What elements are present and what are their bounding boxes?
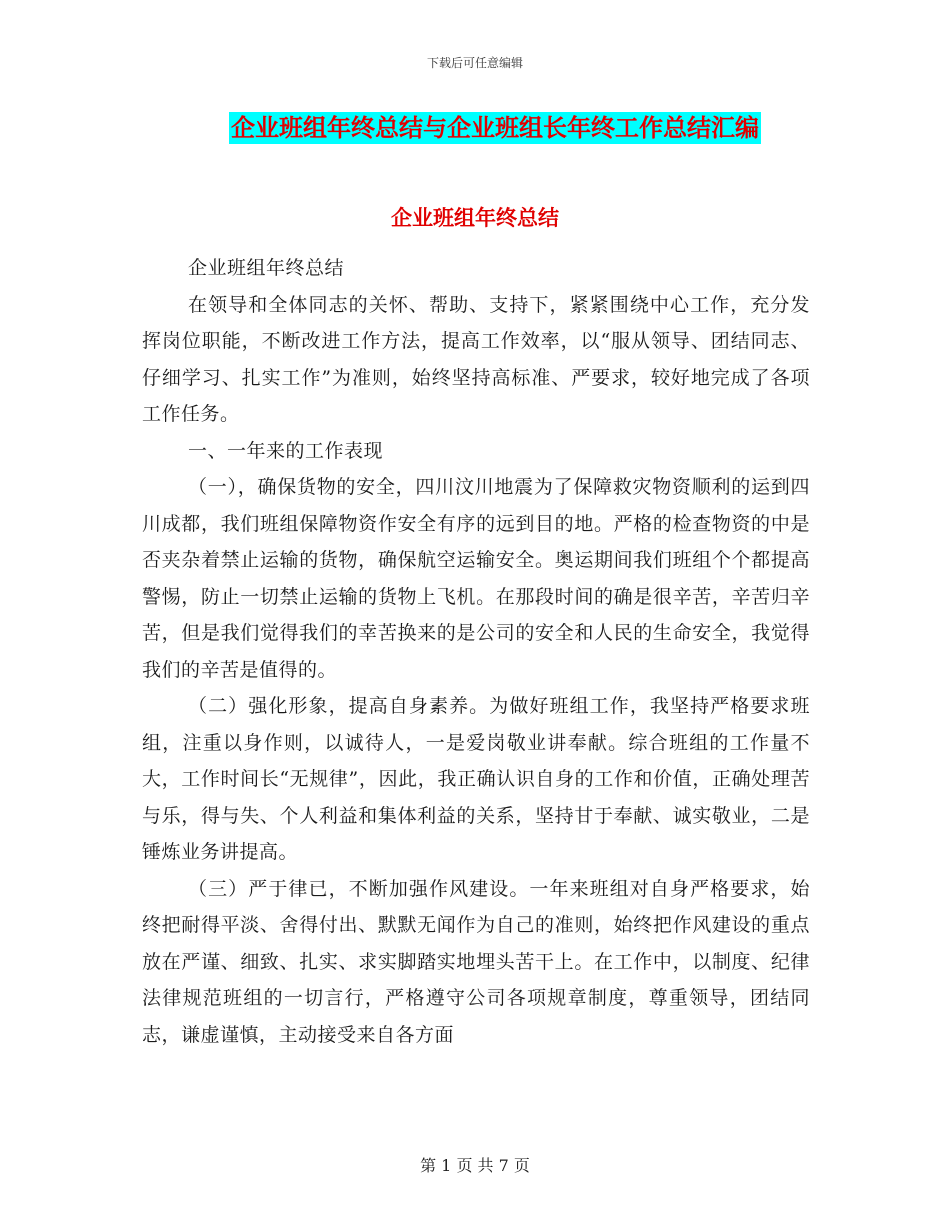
paragraph: （三）严于律已，不断加强作风建设。一年来班组对自身严格要求，始终把耐得平淡、舍得付出、默默无闻作为自己的准则，始终把作风建设的重点放在严谨、细致、扎实、求实脚踏实地埋头苦干上。在工作中，以制度、纪律法律规范班组的一切言行，严格遵守公司各项规章制度，尊重领导，团结同志，谦虚谨慎，主动接受来自各方面 xyxy=(142,877,810,1046)
paragraph: （一），确保货物的安全，四川汶川地震为了保障救灾物资顺利的运到四川成都，我们班组保障物资作安全有序的远到目的地。严格的检查物资的中是否夹杂着禁止运输的货物，确保航空运输安全。奥运期间我们班组个个都提高警惕，防止一切禁止运输的货物上飞机。在那段时间的确是很辛苦，辛苦归辛苦，但是我们觉得我们的幸苦换来的是公司的安全和人民的生命安全，我觉得我们的辛苦是值得的。 xyxy=(142,476,810,681)
document-body xyxy=(142,250,810,1053)
section-title: 企业班组年终总结 xyxy=(391,206,559,230)
paragraph: 在领导和全体同志的关怀、帮助、支持下，紧紧围绕中心工作，充分发挥岗位职能，不断改进工作方法，提高工作效率，以“服从领导、团结同志、仔细学习、扎实工作”为准则，始终坚持高标准、严要求，较好地完成了各项工作任务。 xyxy=(142,293,810,425)
paragraph: 一、一年来的工作表现 xyxy=(188,439,384,462)
page-number-footer: 第 1 页 共 7 页 xyxy=(420,1156,530,1175)
paragraph: 企业班组年终总结 xyxy=(188,257,345,279)
main-title-container xyxy=(0,112,950,144)
paragraph: （二）强化形象，提高自身素养。为做好班组工作，我坚持严格要求班组，注重以身作则，以诚待人，一是爱岗敬业讲奉献。综合班组的工作量不大，工作时间长“无规律”，因此，我正确认识自身的工作和价值，正确处理苦与乐，得与失、个人利益和集体利益的关系，坚持甘于奉献、诚实敬业，二是锤炼业务讲提高。 xyxy=(142,695,810,863)
main-title: 企业班组年终总结与企业班组长年终工作总结汇编 xyxy=(231,114,759,142)
header-note: 下载后可任意编辑 xyxy=(426,56,523,70)
